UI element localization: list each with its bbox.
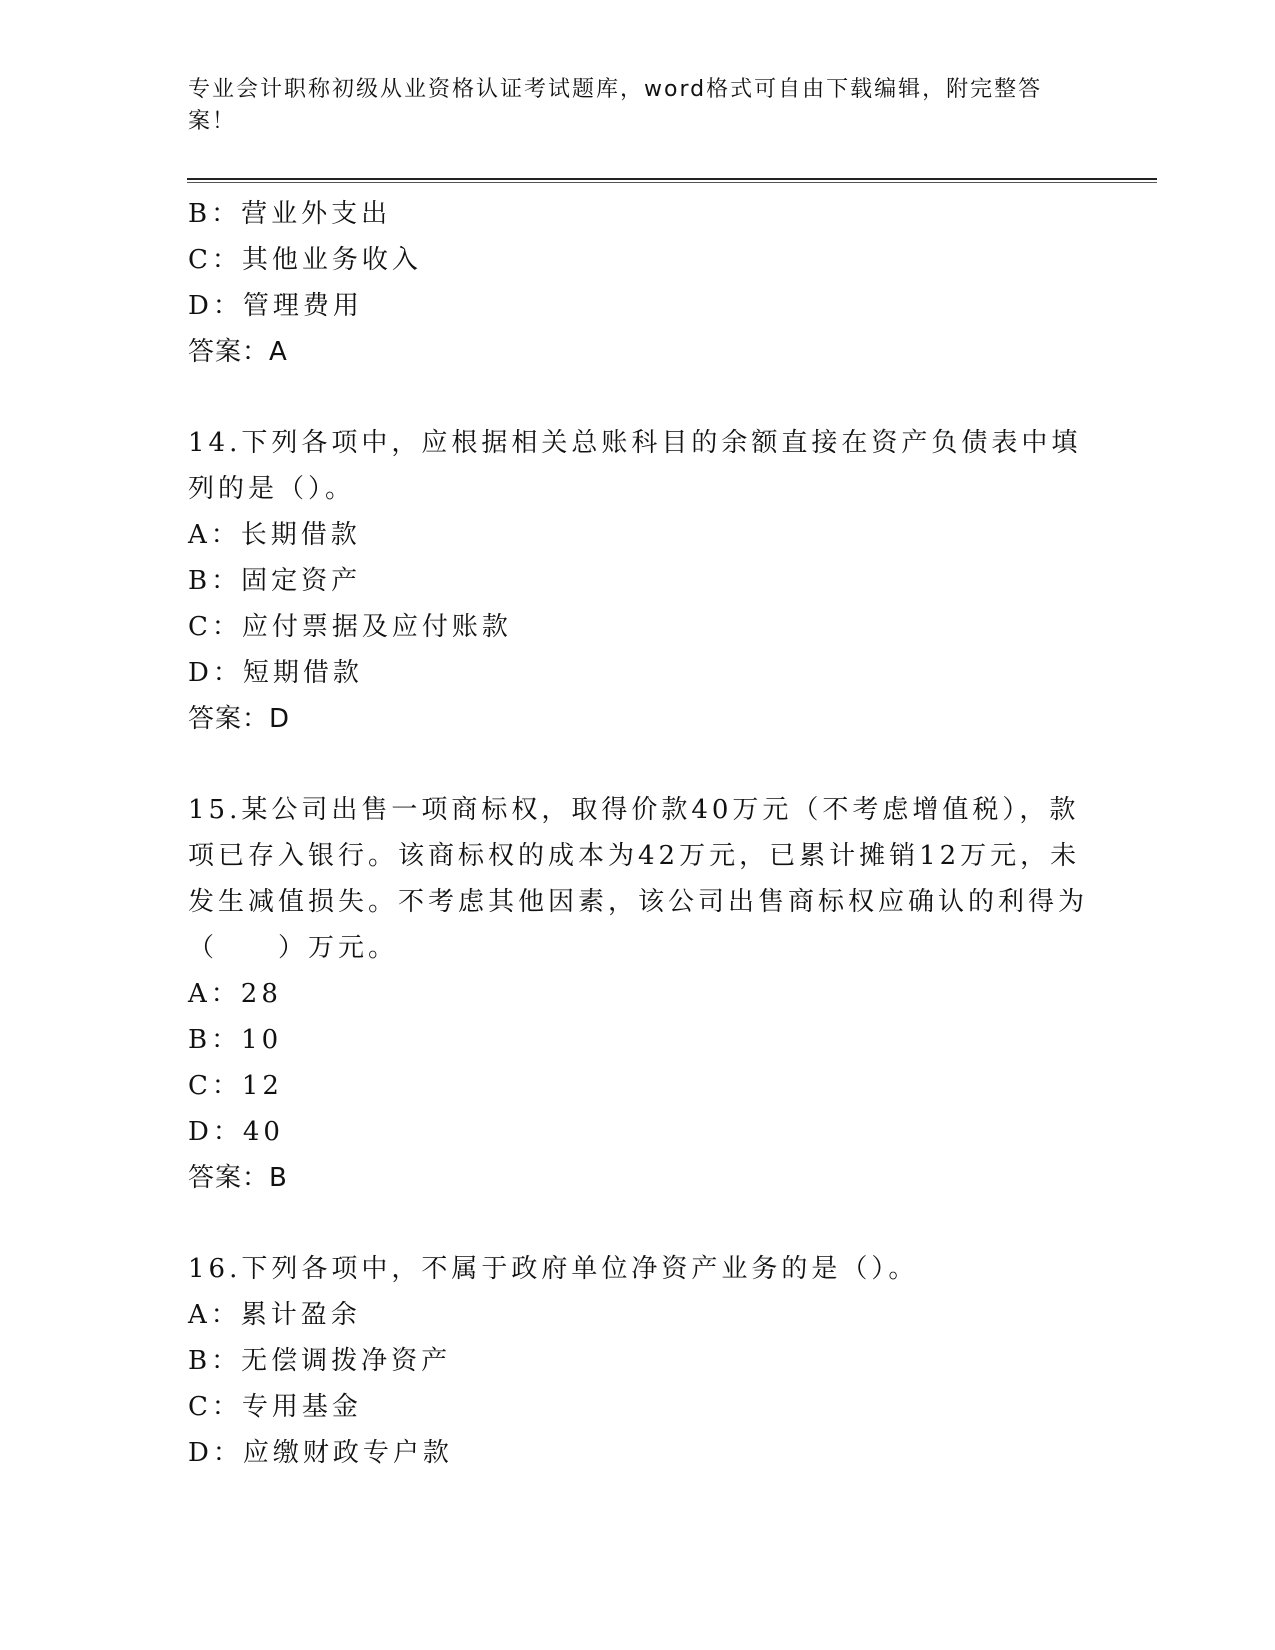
question-block xyxy=(188,787,1088,1201)
option-c: C：专用基金 xyxy=(188,1392,362,1422)
header-divider-thin xyxy=(187,182,1157,183)
question-text: 16.下列各项中，不属于政府单位净资产业务的是（）。 xyxy=(188,1254,919,1284)
option-a: A：长期借款 xyxy=(188,520,361,550)
question-text: 14.下列各项中，应根据相关总账科目的余额直接在资产负债表中填列的是（）。 xyxy=(188,428,1082,504)
question-list xyxy=(188,191,1088,1476)
option-a: A：28 xyxy=(188,979,282,1009)
answer-line: 答案：D xyxy=(188,704,291,734)
question-text: 15.某公司出售一项商标权，取得价款40万元（不考虑增值税），款项已存入银行。该商标权的成本为42万元，已累计摊销12万元，未发生减值损失。不考虑其他因素，该公司出售商标权应确认的利得为（ ）万元。 xyxy=(188,795,1089,963)
option-d: D：40 xyxy=(188,1117,284,1147)
option-c: C：其他业务收入 xyxy=(188,245,422,275)
option-c: C：应付票据及应付账款 xyxy=(188,612,512,642)
question-block xyxy=(188,1246,1088,1476)
option-d: D：应缴财政专户款 xyxy=(188,1438,453,1468)
option-b: B：无偿调拨净资产 xyxy=(188,1346,452,1376)
header-divider xyxy=(187,178,1157,180)
option-c: C：12 xyxy=(188,1071,283,1101)
option-b: B：营业外支出 xyxy=(188,199,392,229)
question-block xyxy=(188,191,1088,375)
question-block xyxy=(188,420,1088,742)
answer-line: 答案：B xyxy=(188,1163,288,1193)
option-b: B：10 xyxy=(188,1025,283,1055)
page-header: 专业会计职称初级从业资格认证考试题库，word格式可自由下载编辑，附完整答案！ xyxy=(188,77,1043,134)
option-a: A：累计盈余 xyxy=(188,1300,361,1330)
answer-line: 答案：A xyxy=(188,337,288,367)
option-d: D：短期借款 xyxy=(188,658,363,688)
option-b: B：固定资产 xyxy=(188,566,362,596)
option-d: D：管理费用 xyxy=(188,291,363,321)
